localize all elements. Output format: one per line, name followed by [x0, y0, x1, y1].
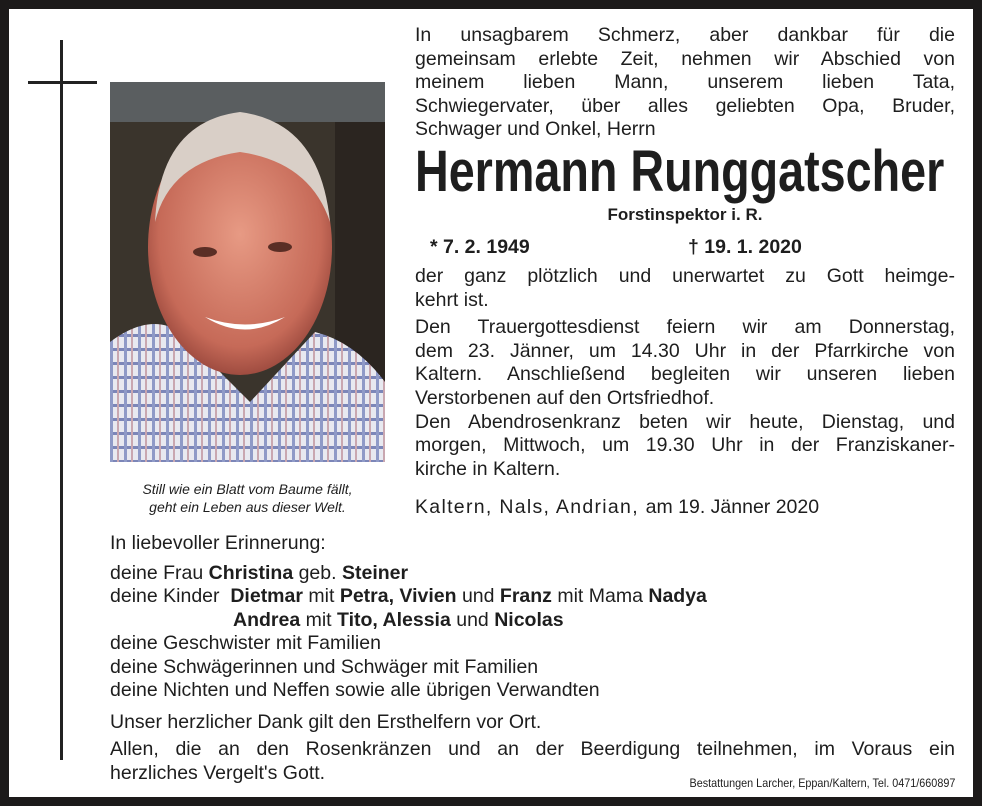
death-date: † 19. 1. 2020 [688, 236, 802, 258]
text-segment: Nadya [648, 585, 707, 607]
family-line-siblings: deine Geschwister mit Familien [110, 632, 381, 654]
caption-line: geht ein Leben aus dieser Welt. [149, 499, 346, 515]
text-line: Den Abendrosenkranz beten wir heute, Dienstag, und [415, 410, 955, 433]
thanks-line: Allen, die an den Rosenkränzen und an der Beerdigung teilnehmen, im Voraus ein [110, 738, 955, 760]
text-line: gemeinsam erlebte Zeit, nehmen wir Abschied von [415, 47, 955, 70]
cross-icon-bar [28, 81, 97, 84]
text-segment: Nicolas [494, 608, 564, 631]
photo-caption [110, 480, 385, 516]
text-line: Schwiegervater, über alles geliebten Opa, Bruder, [415, 94, 955, 117]
deceased-title: Forstinspektor i. R. [607, 205, 763, 224]
text-line: kirche in Kaltern. [415, 457, 561, 480]
text-segment: Dietmar [230, 585, 303, 607]
place: Kaltern, Nals, Andrian, [415, 496, 639, 518]
family-line-relatives: deine Nichten und Neffen sowie alle übrigen Verwandten [110, 679, 600, 701]
text-segment: Petra, Vivien [339, 585, 457, 607]
intro-text [415, 24, 955, 142]
text-line: morgen, Mittwoch, um 19.30 Uhr in der Franziskaner- [415, 434, 955, 457]
text-segment: und [450, 608, 495, 631]
text-segment: mit [300, 608, 338, 631]
portrait-photo [110, 82, 385, 462]
text-segment: Christina [208, 561, 294, 584]
text-line: Den Trauergottesdienst feiern wir am Donnerstag, [415, 316, 955, 339]
text-line: meinem lieben Mann, unserem lieben Tata, [415, 71, 955, 94]
family-line-children [110, 585, 955, 609]
place-date [415, 496, 819, 519]
text-segment: Franz [499, 585, 552, 607]
family-list [110, 532, 955, 785]
text-segment: Steiner [341, 561, 409, 584]
text-segment: mit [302, 585, 340, 607]
text-segment: deine Frau [110, 561, 209, 584]
text-segment: Andrea [233, 608, 301, 631]
date: am 19. Jänner 2020 [645, 496, 820, 518]
family-line-inlaws: deine Schwägerinnen und Schwäger mit Familien [110, 655, 539, 678]
text-line: dem 23. Jänner, um 14.30 Uhr in der Pfarrkirche von [415, 339, 955, 362]
funeral-home-credit: Bestattungen Larcher, Eppan/Kaltern, Tel. 0471/660897 [689, 776, 955, 790]
memory-heading: In liebevoller Erinnerung: [110, 532, 326, 554]
text-segment: Tito, Alessia [337, 608, 451, 631]
family-line-children-2 [110, 609, 955, 633]
text-line: Verstorbenen auf den Ortsfriedhof. [415, 386, 715, 409]
birth-date: * 7. 2. 1949 [430, 236, 530, 258]
deceased-name: Hermann Runggatscher [415, 139, 945, 204]
cross-icon [60, 40, 63, 760]
family-line-wife [110, 562, 955, 586]
text-line: Kaltern. Anschließend begleiten wir unseren lieben [415, 363, 955, 386]
text-line: kehrt ist. [415, 288, 489, 311]
text-segment: geb. [293, 561, 342, 584]
text-line: In unsagbarem Schmerz, aber dankbar für die [415, 24, 955, 46]
thanks-line: herzliches Vergelt's Gott. [110, 761, 326, 784]
text-segment: mit Mama [551, 585, 649, 607]
thanks-line: Unser herzlicher Dank gilt den Ersthelfern vor Ort. [110, 710, 542, 733]
text-segment: deine Kinder [110, 585, 231, 607]
service-text [415, 265, 955, 481]
text-line: der ganz plötzlich und unerwartet zu Gott heimge- [415, 265, 955, 287]
caption-line: Still wie ein Blatt vom Baume fällt, [142, 481, 353, 497]
text-segment: und [456, 585, 500, 607]
text-line: Schwager und Onkel, Herrn [415, 118, 656, 141]
